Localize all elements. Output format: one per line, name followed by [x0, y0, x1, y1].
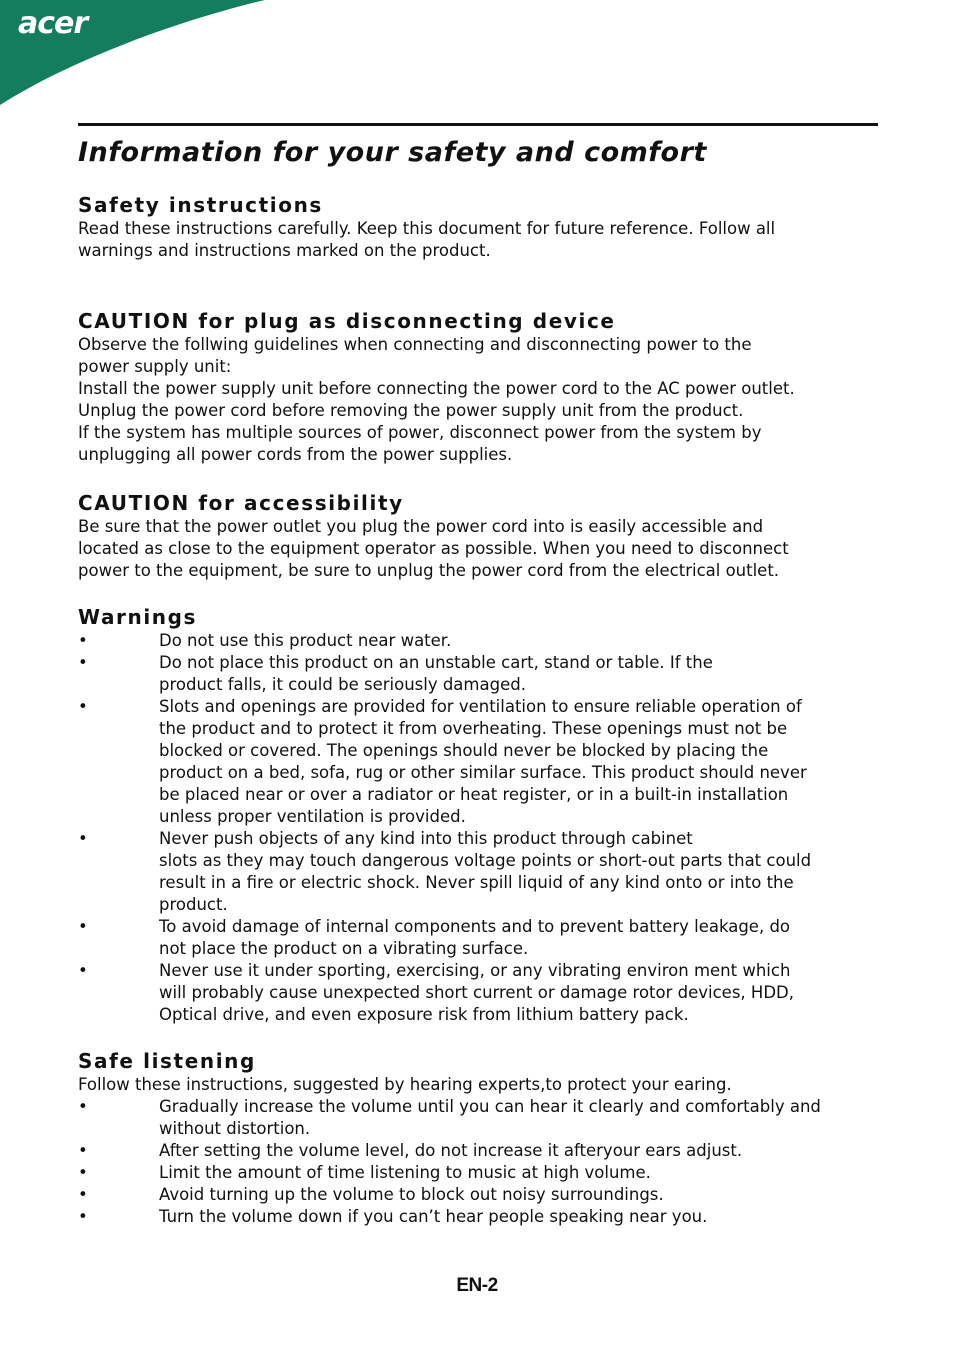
list-item	[78, 630, 878, 652]
list-item-line: Never push objects of any kind into this product through cabinet	[159, 829, 693, 848]
acer-logo: acer	[18, 6, 88, 41]
safety-instructions-heading: Safety instructions	[78, 193, 323, 217]
list-item	[78, 1140, 878, 1162]
list-item	[78, 696, 878, 828]
bullet-icon: •	[78, 961, 88, 980]
caution-plug-body	[78, 334, 878, 466]
page-content	[78, 136, 878, 1228]
list-item-line: product.	[159, 895, 228, 914]
list-item	[78, 960, 878, 1026]
list-item-line: be placed near or over a radiator or heat register, or in a built-in installation	[159, 785, 789, 804]
list-item	[78, 916, 878, 960]
safe-listening-list	[78, 1096, 878, 1228]
caution-plug-heading: CAUTION for plug as disconnecting device	[78, 309, 616, 333]
list-item-line: Avoid turning up the volume to block out noisy surroundings.	[159, 1185, 664, 1204]
bullet-icon: •	[78, 653, 88, 672]
bullet-icon: •	[78, 1141, 88, 1160]
page-title: Information for your safety and comfort	[78, 137, 707, 168]
body-line: If the system has multiple sources of power, disconnect power from the system by	[78, 423, 762, 442]
list-item-line: Do not use this product near water.	[159, 631, 452, 650]
list-item-line: Do not place this product on an unstable cart, stand or table. If the	[159, 653, 713, 672]
bullet-icon: •	[78, 697, 88, 716]
list-item-line: slots as they may touch dangerous voltage points or short-out parts that could	[159, 851, 812, 870]
header-rule	[78, 123, 878, 126]
bullet-icon: •	[78, 917, 88, 936]
list-item-line: Turn the volume down if you can’t hear people speaking near you.	[159, 1207, 708, 1226]
list-item-line: product on a bed, sofa, rug or other similar surface. This product should never	[159, 763, 807, 782]
body-line: Observe the follwing guidelines when connecting and disconnecting power to the	[78, 335, 752, 354]
bullet-icon: •	[78, 829, 88, 848]
page-number: EN-2	[456, 1275, 498, 1296]
body-line: Install the power supply unit before connecting the power cord to the AC power outlet.	[78, 379, 795, 398]
list-item-line: Gradually increase the volume until you can hear it clearly and comfortably and	[159, 1097, 821, 1116]
caution-accessibility-heading: CAUTION for accessibility	[78, 491, 404, 515]
list-item-line: unless proper ventilation is provided.	[159, 807, 466, 826]
list-item	[78, 1162, 878, 1184]
warnings-heading: Warnings	[78, 605, 198, 629]
list-item-line: Optical drive, and even exposure risk from lithium battery pack.	[159, 1005, 689, 1024]
body-line: power to the equipment, be sure to unplug the power cord from the electrical outlet.	[78, 561, 780, 580]
list-item-line: will probably cause unexpected short current or damage rotor devices, HDD,	[159, 983, 794, 1002]
warnings-list	[78, 630, 878, 1026]
bullet-icon: •	[78, 1097, 88, 1116]
list-item	[78, 828, 878, 916]
list-item	[78, 652, 878, 696]
list-item-line: result in a fire or electric shock. Never spill liquid of any kind onto or into the	[159, 873, 794, 892]
list-item-line: not place the product on a vibrating surface.	[159, 939, 529, 958]
list-item-line: Limit the amount of time listening to music at high volume.	[159, 1163, 651, 1182]
body-line: unplugging all power cords from the power supplies.	[78, 445, 513, 464]
bullet-icon: •	[78, 1163, 88, 1182]
safety-instructions-body	[78, 218, 878, 262]
list-item	[78, 1096, 878, 1140]
bullet-icon: •	[78, 1185, 88, 1204]
bullet-icon: •	[78, 631, 88, 650]
safe-listening-intro: Follow these instructions, suggested by hearing experts,to protect your earing.	[78, 1075, 732, 1094]
list-item-line: the product and to protect it from overheating. These openings must not be	[159, 719, 788, 738]
list-item-line: blocked or covered. The openings should never be blocked by placing the	[159, 741, 769, 760]
body-line: warnings and instructions marked on the product.	[78, 241, 491, 260]
body-line: Unplug the power cord before removing the power supply unit from the product.	[78, 401, 744, 420]
body-line: Be sure that the power outlet you plug the power cord into is easily accessible and	[78, 517, 764, 536]
list-item-line: Never use it under sporting, exercising, or any vibrating environ ment which	[159, 961, 791, 980]
list-item	[78, 1206, 878, 1228]
list-item-line: product falls, it could be seriously damaged.	[159, 675, 526, 694]
body-line: Read these instructions carefully. Keep this document for future reference. Follow all	[78, 219, 776, 238]
list-item-line: Slots and openings are provided for ventilation to ensure reliable operation of	[159, 697, 802, 716]
list-item-line: To avoid damage of internal components and to prevent battery leakage, do	[159, 917, 791, 936]
list-item	[78, 1184, 878, 1206]
caution-accessibility-body	[78, 516, 878, 582]
body-line: located as close to the equipment operator as possible. When you need to disconnect	[78, 539, 789, 558]
list-item-line: without distortion.	[159, 1119, 311, 1138]
body-line: power supply unit:	[78, 357, 232, 376]
list-item-line: After setting the volume level, do not increase it afteryour ears adjust.	[159, 1141, 743, 1160]
safe-listening-heading: Safe listening	[78, 1049, 256, 1073]
bullet-icon: •	[78, 1207, 88, 1226]
